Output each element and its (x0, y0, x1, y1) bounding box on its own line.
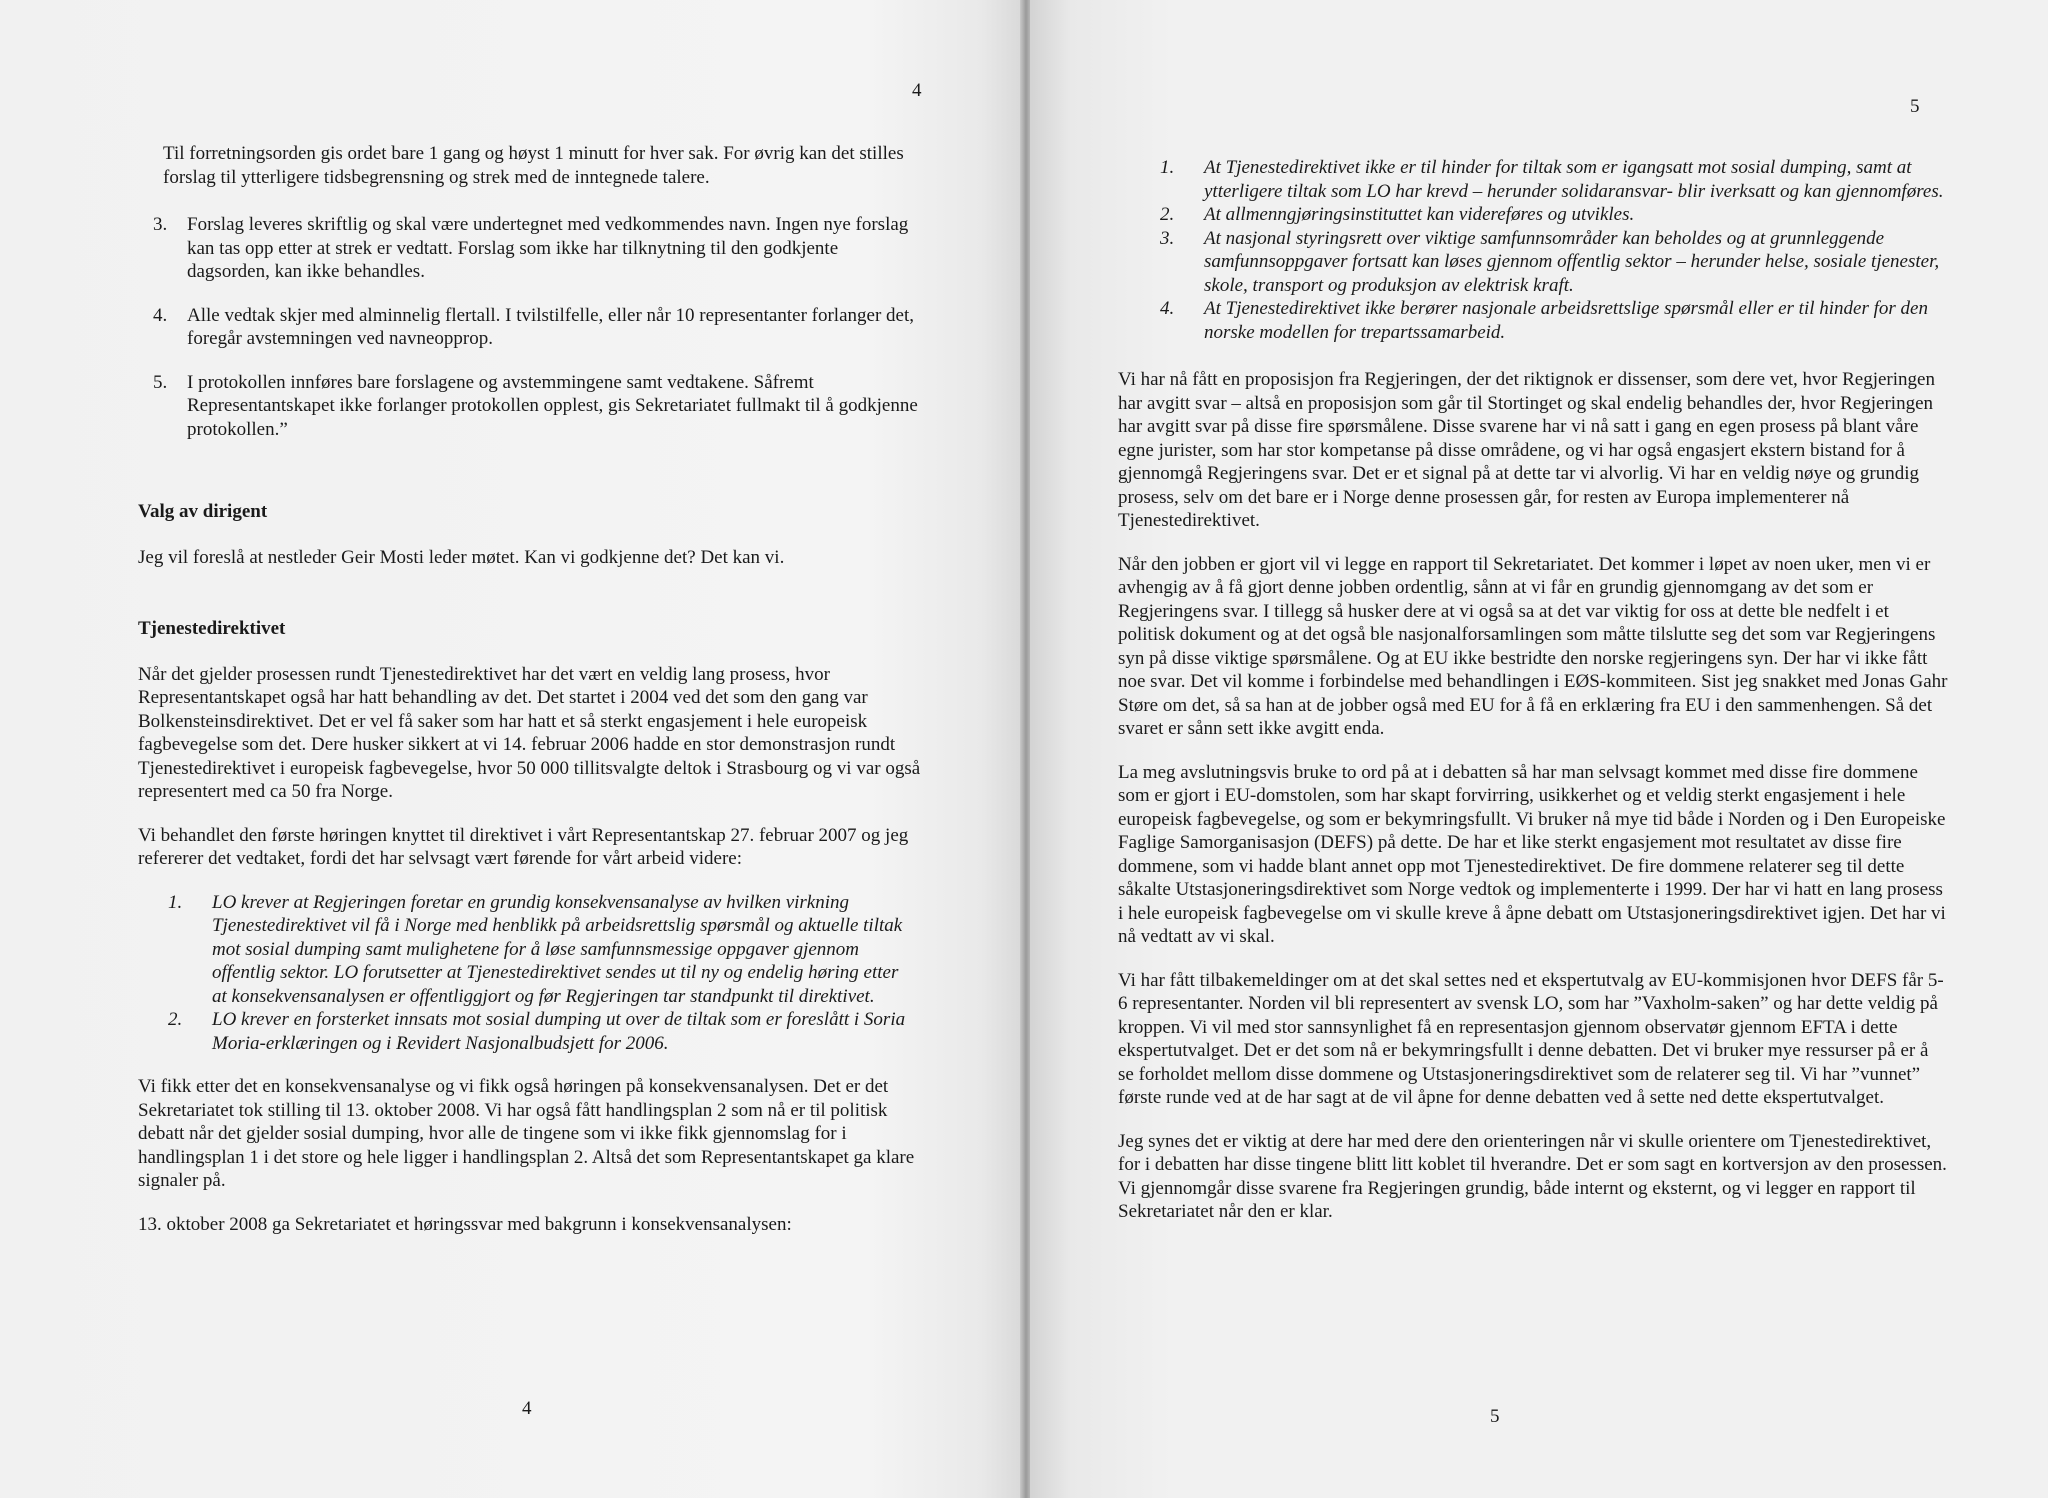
right-page (1030, 0, 2048, 1498)
hearing-answers-list (1160, 156, 1958, 344)
list-text: At allmenngjøringsinstituttet kan videreføres og utvikles. (1204, 204, 1635, 225)
rule-number: 3. (153, 214, 168, 235)
rules-paragraph: Til forretningsorden gis ordet bare 1 gang og høyst 1 minutt for hver sak. For øvrig kan det stilles forslag til ytterligere tidsbegrensning og strek med de inntegnede talere. (163, 143, 904, 188)
rule-text: Alle vedtak skjer med alminnelig flertall. I tvilstilfelle, eller når 10 representanter forlanger det, foregår avstemningen ved navneopprop. (187, 304, 914, 349)
paragraph: Vi har nå fått en proposisjon fra Regjeringen, der det riktignok er dissenser, som dere vet, hvor Regjeringen har avgitt svar – altså en proposisjon som går til Stortinget og skal endelig behandles der, hvor Regjeringen har avgitt svar på disse fire spørsmålene. Disse svarene har vi nå satt i gang en egen prosess på blant våre egne jurister, som har stor kompetanse på disse områdene, og vi har også engasjert ekstern bistand for å gjennomgå Regjeringens svar. Det er et signal på at dette tar vi alvorlig. Vi har en veldig nøye og grundig prosess, selv om det bare er i Norge denne prosessen går, for resten av Europa implementerer nå Tjenestedirektivet. (1118, 369, 1935, 531)
page-number-top: 5 (1910, 96, 1920, 117)
rule-text: I protokollen innføres bare forslagene og avstemmingene samt vedtakene. Såfremt Representantskapet ikke forlanger protokollen opplest, gis Sekretariatet fullmakt til å godkjenne protokollen.” (187, 371, 918, 440)
right-page-paragraphs (1118, 368, 1948, 1224)
list-item (168, 891, 908, 1009)
rule-number: 4. (153, 304, 168, 326)
list-item (1160, 297, 1958, 344)
paragraph: 13. oktober 2008 ga Sekretariatet et høringssvar med bakgrunn i konsekvensanalysen: (138, 1213, 792, 1235)
list-text: At Tjenestedirektivet ikke berører nasjonale arbeidsrettslige spørsmål eller er til hinder for den norske modellen for trepartssamarbeid. (1204, 298, 1928, 343)
rule-item (153, 371, 923, 442)
rule-text: Forslag leveres skriftlig og skal være undertegnet med vedkommendes navn. Ingen nye forslag kan tas opp etter at strek er vedtatt. Forslag som ikke har tilknytning til den godkjente dagsorden, kan ikke behandles. (187, 214, 909, 282)
list-item (1160, 156, 1958, 203)
list-text: At nasjonal styringsrett over viktige samfunnsområder kan beholdes og at grunnleggende samfunnsoppgaver fortsatt kan løses gjennom offentlig sektor – herunder helse, sosiale tjenester, skole, transport og produksjon av elektrisk kraft. (1204, 227, 1940, 296)
heading-valg-av-dirigent: Valg av dirigent (138, 501, 268, 522)
list-number: 3. (1160, 227, 1175, 249)
rule-item (153, 213, 923, 284)
dirigent-text: Jeg vil foreslå at nestleder Geir Mosti leder møtet. Kan vi godkjenne det? Det kan vi. (138, 546, 785, 568)
page-number-bottom: 4 (522, 1398, 532, 1419)
list-item (1160, 203, 1958, 227)
list-text: LO krever en forsterket innsats mot sosial dumping ut over de tiltak som er foreslått i Soria Moria-erklæringen og i Revidert Nasjonalbudsjett for 2006. (212, 1009, 906, 1054)
paragraph: Vi fikk etter det en konsekvensanalyse og vi fikk også høringen på konsekvensanalysen. Det er det Sekretariatet tok stilling til 13. oktober 2008. Vi har også fått handlingsplan 2 som nå er til politisk debatt når det gjelder sosial dumping, hvor alle de tingene som vi ikke fikk gjennomslag for i handlingsplan 1 i det store og hele ligger i handlingsplan 2. Altså det som Representantskapet ga klare signaler på. (138, 1076, 915, 1191)
right-page-body (1118, 156, 1958, 1244)
list-text: At Tjenestedirektivet ikke er til hinder for tiltak som er igangsatt mot sosial dumping, samt at ytterligere tiltak som LO har krevd – herunder solidaransvar- blir iverksatt og kan gjennomføres. (1204, 157, 1944, 202)
page-number-top: 4 (912, 80, 922, 101)
left-page-body (153, 142, 923, 475)
rule-number: 5. (153, 371, 168, 393)
paragraph: Vi behandlet den første høringen knyttet til direktivet i vårt Representantskap 27. februar 2007 og jeg refererer det vedtaket, fordi det har selvsagt vært førende for vårt arbeid videre: (138, 824, 909, 869)
heading-tjenestedirektivet: Tjenestedirektivet (138, 618, 286, 639)
list-number: 2. (1160, 204, 1175, 225)
list-item (1160, 227, 1958, 298)
page-number-bottom: 5 (1490, 1406, 1500, 1427)
paragraph: La meg avslutningsvis bruke to ord på at i debatten så har man selvsagt kommet med disse fire dommene som er gjort i EU-domstolen, som har skapt forvirring, usikkerhet og et veldig sterkt engasjement i hele europeisk fagbevegelse, og som er bekymringsfullt. Vi bruker nå mye tid både i Norden og i Den Europeiske Faglige Samorganisasjon (DEFS) på dette. De har et like sterkt engasjement mot resultatet av disse fire dommene, som vi hadde blant annet opp mot Tjenestedirektivet. De fire dommene relaterer seg til dette såkalte Utstasjoneringsdirektivet som Norge vedtok og implementerte i 1999. Der har vi hatt en lang prosess i hele europeisk fagbevegelse om vi skulle kreve å åpne debatt om Utstasjoneringsdirektivet igjen. Det har vi nå vedtatt av vi skal. (1118, 761, 1946, 947)
lo-demands-list (168, 891, 908, 1056)
list-number: 1. (168, 891, 183, 913)
paragraph: Når det gjelder prosessen rundt Tjenestedirektivet har det vært en veldig lang prosess, hvor Representantskapet også har hatt behandling av det. Det startet i 2004 ved det som den gang var Bolkensteinsdirektivet. Det er vel få saker som har hatt et så sterkt engasjement i hele europeisk fagbevegelse som det. Dere husker sikkert at vi 14. februar 2006 hadde en stor demonstrasjon rundt Tjenestedirektivet i europeisk fagbevegelse, hvor 50 000 tillitsvalgte deltok i Strasbourg og vi var også representert med ca 50 fra Norge. (138, 663, 921, 802)
left-page-main (138, 500, 938, 1256)
list-number: 4. (1160, 298, 1175, 319)
list-number: 1. (1160, 157, 1175, 178)
left-page (0, 0, 1022, 1498)
paragraph: Når den jobben er gjort vil vi legge en rapport til Sekretariatet. Det kommer i løpet av noen uker, men vi er avhengig av å få gjort denne jobben ordentlig, sånn at vi får en grundig gjennomgang av det som er Regjeringens svar. I tillegg så husker dere at vi også sa at det var viktig for oss at dette ble nedfelt i et politisk dokument og at det også ble nasjonalforsamlingen som måtte tilslutte seg det som var Regjeringens syn på disse viktige spørsmålene. Og at EU ikke bestridte den norske regjeringens syn. Der har vi ikke fått noe svar. Det vil komme i forbindelse med behandlingen i EØS-kommiteen. Sist jeg snakket med Jonas Gahr Støre om det, så sa han at de jobber også med EU for å få en erklæring fra EU i den sammenhengen. Så det svaret er sånn sett ikke avgitt enda. (1118, 553, 1948, 739)
paragraph: Vi har fått tilbakemeldinger om at det skal settes ned et ekspertutvalg av EU-kommisjonen hvor DEFS får 5-6 representanter. Norden vil bli representert av svensk LO, som har ”Vaxholm-saken” og har dette veldig på kroppen. Vi vil med stor sannsynlighet få en representasjon gjennom observatør gjennom EFTA i dette ekspertutvalget. Det er det som nå er bekymringsfullt i denne debatten. Det vi bruker mye ressurser på er å se forholdet mellom disse dommene og Utstasjoneringsdirektivet som de relaterer seg til. Vi har ”vunnet” første runde ved at de har sagt at de vil åpne for denne debatten ved å sette ned dette ekspertutvalget. (1118, 969, 1944, 1108)
list-text: LO krever at Regjeringen foretar en grundig konsekvensanalyse av hvilken virkning Tjenestedirektivet vil få i Norge med henblikk på arbeidsrettslig spørsmål og aktuelle tiltak mot sosial dumping samt mulighetene for å løse samfunnsmessige oppgaver gjennom offentlig sektor. LO forutsetter at Tjenestedirektivet sendes ut til ny og endelig høring etter at konsekvensanalysen er offentliggjort og før Regjeringen tar standpunkt til direktivet. (212, 891, 903, 1007)
list-item (168, 1008, 908, 1055)
paragraph: Jeg synes det er viktig at dere har med dere den orienteringen når vi skulle orientere om Tjenestedirektivet, for i debatten har disse tingene blitt litt koblet til hverandre. Det er som sagt en kortversjon av den prosessen. Vi gjennomgår disse svarene fra Regjeringen grundig, både internt og eksternt, og vi legger en rapport til Sekretariatet når den er klar. (1118, 1130, 1947, 1222)
list-number: 2. (168, 1009, 183, 1030)
rule-item (153, 304, 923, 351)
